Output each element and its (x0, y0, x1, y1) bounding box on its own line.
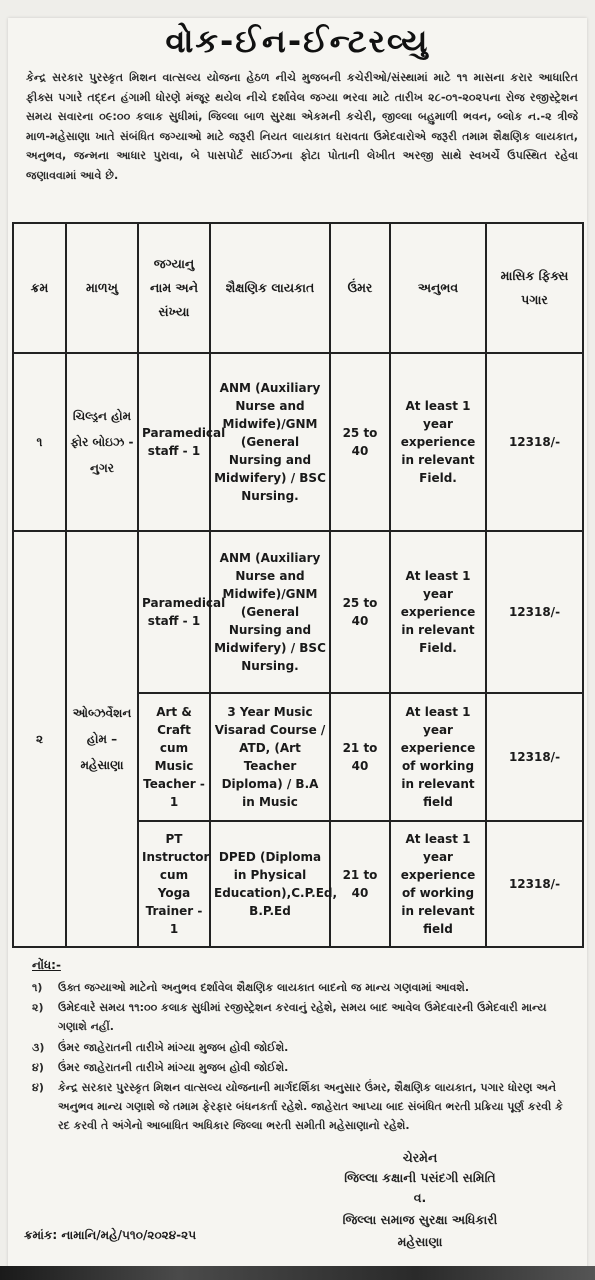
note-number: ૩) (32, 1041, 45, 1054)
salary-cell: 12318/- (486, 693, 583, 821)
age-cell: 21 to 40 (330, 821, 390, 947)
experience-cell: At least 1 year experience in relevant Field. (390, 353, 486, 531)
header-office: માળખુ (66, 223, 138, 353)
experience-cell: At least 1 year experience in relevant Field. (390, 531, 486, 693)
header-experience: અનુભવ (390, 223, 486, 353)
notice-title: વોક-ઈન-ઈન્ટરવ્યુ (165, 22, 430, 60)
header-age: ઉંમર (330, 223, 390, 353)
note-item (32, 1038, 580, 1057)
qualification-cell: ANM (Auxiliary Nurse and Midwife)/GNM (General Nursing and Midwifery) / BSC Nursing. (210, 353, 330, 531)
experience-cell: At least 1 year experience of working in relevant field (390, 693, 486, 821)
post-cell: Art & Craft cum Music Teacher - 1 (138, 693, 210, 821)
intro-paragraph: કેન્દ્ર સરકાર પુરસ્કૃત મિશન વાત્સલ્ય યોજના હેઠળ નીચે મુજબની કચેરીઓ/સંસ્થામાં માટે ૧૧ માસના કરાર આધારિત ફીક્સ પગારે તદ્દન હંગામી ધોરણે મંજૂર થયેલ નીચે દર્શાવેલ જગ્યા ભરવા માટે તારીખ ૨૮-૦૧-૨૦૨૫ના રોજ રજીસ્ટ્રેશન સમય સવારના ૦૯:૦૦ કલાક સુધીમાં, જિલ્લા બાળ સુરક્ષા એકમની કચેરી, જીલ્લા બહુમાળી ભવન, બ્લોક ન.-૨ ત્રીજે માળ-મહેસાણા ખાતે સંબંધિત જગ્યાઓ માટે જરૂરી નિયત લાયકાત ધરાવતા ઉમેદવારોએ જરૂરી તમામ શૈક્ષણિક લાયકાત, અનુભવ, જન્મના આધાર પુરાવા, બે પાસપોર્ટ સાઈઝના ફોટા પોતાની લેખીત અરજી સાથે સ્વખર્ચે ઉપસ્થિત રહેવા જણાવવામાં આવે છે. (26, 71, 578, 182)
header-post: જગ્યાનુ નામ અને સંખ્યા (138, 223, 210, 353)
post-cell: Paramedical staff - 1 (138, 531, 210, 693)
experience-cell: At least 1 year experience of working in relevant field (390, 821, 486, 947)
qualification-cell: DPED (Diploma in Physical Education),C.P.Ed, B.P.Ed (210, 821, 330, 947)
salary-cell: 12318/- (486, 531, 583, 693)
note-item (32, 1058, 580, 1077)
signature-chairman: ચેરમેન (402, 1150, 438, 1165)
bottom-edge (0, 1266, 595, 1280)
vacancy-table (12, 222, 584, 948)
signature-on-behalf: વ. (413, 1190, 427, 1205)
header-sr: ક્રમ (13, 223, 66, 353)
qualification-cell: ANM (Auxiliary Nurse and Midwife)/GNM (General Nursing and Midwifery) / BSC Nursing. (210, 531, 330, 693)
qualification-cell: 3 Year Music Visarad Course / ATD, (Art Teacher Diploma) / B.A in Music (210, 693, 330, 821)
note-text: કેન્દ્ર સરકાર પુરસ્કૃત મિશન વાત્સલ્ય યોજનાની માર્ગદર્શિકા અનુસાર ઉંમર, શૈક્ષણિક લાયકાત, પગાર ધોરણ અને અનુભવ માન્ય ગણાશે જે તમામ ફેરફાર બંધનકર્તા રહેશે. જાહેરાત આપ્યા બાદ સંબંધિત ભરતી પ્રક્રિયા પૂર્ણ કરવી કે રદ કરવી તે અંગેનો આબાધિત અધિકાર જિલ્લા ભરતી સમીતી મહેસાણાનો રહેશે. (58, 1081, 563, 1132)
note-number: ૨) (32, 1001, 44, 1014)
notes-heading: નોંધ:- (32, 958, 61, 972)
post-cell: Paramedical staff - 1 (138, 353, 210, 531)
post-cell: PT Instructor cum Yoga Trainer - 1 (138, 821, 210, 947)
signature-committee: જિલ્લા કક્ષાની પસંદગી સમિતિ (344, 1170, 496, 1185)
salary-cell: 12318/- (486, 821, 583, 947)
note-number: ૪) (32, 1061, 44, 1074)
salary-cell: 12318/- (486, 353, 583, 531)
signature-place: મહેસાણા (397, 1234, 443, 1249)
note-text: ઉમેદવારે સમય ૧૧:૦૦ કલાક સુધીમાં રજીસ્ટ્રેશન કરવાનું રહેશે, સમય બાદ આવેલ ઉમેદવારની ઉમેદવારી માન્ય ગણાશે નહીં. (58, 1001, 547, 1033)
reference-number: ક્રમાંક: નામાનિ/મહે/૫૧૦/૨૦૨૪-૨૫ (24, 1228, 197, 1242)
sr-cell: ૨ (13, 531, 66, 947)
note-number: ૪) (32, 1081, 44, 1094)
age-cell: 25 to 40 (330, 531, 390, 693)
sr-cell: ૧ (13, 353, 66, 531)
signature-officer: જિલ્લા સમાજ સુરક્ષા અધિકારી (342, 1212, 498, 1227)
age-cell: 21 to 40 (330, 693, 390, 821)
note-item (32, 978, 580, 997)
note-item (32, 1078, 580, 1135)
office-cell: ઓબ્ઝર્વેશન હોમ – મહેસાણા (66, 531, 138, 947)
age-cell: 25 to 40 (330, 353, 390, 531)
table-row (13, 531, 583, 693)
note-item (32, 998, 580, 1036)
table-row (13, 353, 583, 531)
note-text: ઉંમર જાહેરાતની તારીખે માંગ્યા મુજબ હોવી જોઈશે. (58, 1041, 289, 1054)
note-number: ૧) (32, 981, 43, 994)
note-text: ઉક્ત જગ્યાઓ માટેનો અનુભવ દર્શાવેલ શૈક્ષણિક લાયકાત બાદનો જ માન્ય ગણવામાં આવશે. (58, 981, 470, 994)
note-text: ઉંમર જાહેરાતની તારીખે માંગ્યા મુજબ હોવી જોઈશે. (58, 1061, 289, 1074)
header-qualification: શૈક્ષણિક લાયકાત (210, 223, 330, 353)
office-cell: ચિલ્ડ્રન હોમ ફોર બોઇઝ - નુગર (66, 353, 138, 531)
header-salary: માસિક ફિક્સ પગાર (486, 223, 583, 353)
table-header-row (13, 223, 583, 353)
